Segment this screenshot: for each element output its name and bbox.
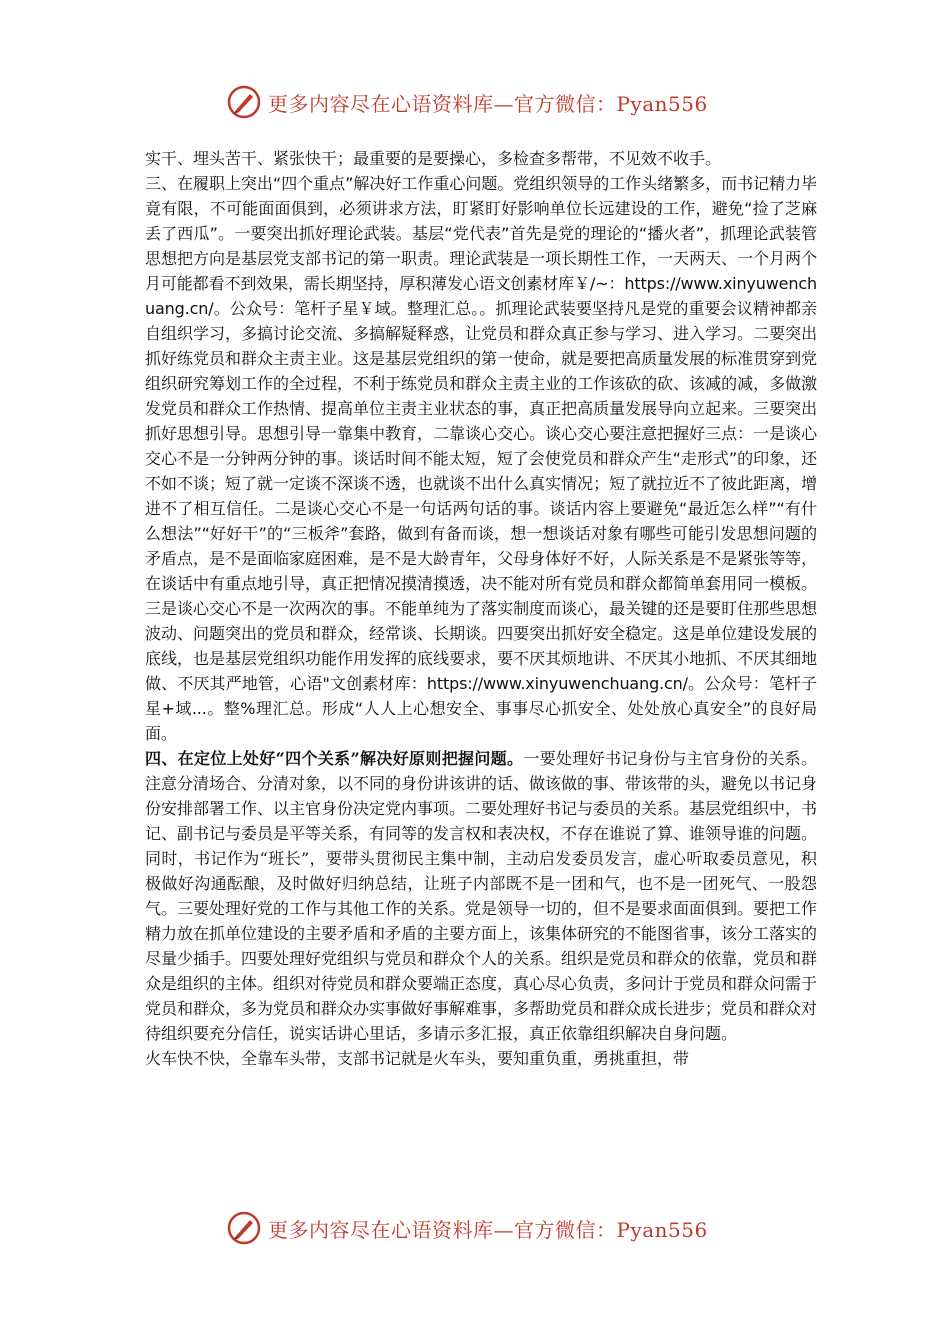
pen-logo-icon: [226, 1210, 262, 1246]
paragraph-4: 火车快不快，全靠车头带，支部书记就是火车头，要知重负重，勇挑重担，带: [145, 1049, 690, 1068]
paragraph-1: 实干、埋头苦干、紧张快干；最重要的是要操心，多检查多帮带，不见效不收手。: [145, 149, 722, 168]
pen-logo-icon: [226, 84, 262, 120]
header-banner-text: 更多内容尽在心语资料库—官方微信：Pyan556: [268, 91, 708, 116]
footer-banner: [226, 1208, 746, 1248]
paragraph-3-heading: 四、在定位上处好“四个关系”解决好原则把握问题。: [145, 749, 524, 768]
header-banner: [226, 82, 746, 122]
footer-banner-text: 更多内容尽在心语资料库—官方微信：Pyan556: [268, 1217, 708, 1242]
paragraph-3-text: 一要处理好书记身份与主官身份的关系。注意分清场合、分清对象，以不同的身份讲该讲的话、做该做的事、带该带的头，避免以书记身份安排部署工作、以主官身份决定党内事项。二要处理好书记与委员的关系。基层党组织中，书记、副书记与委员是平等关系，有同等的发言权和表决权，不存在谁说了算、谁领导谁的问题。同时，书记作为“班长”，要带头贯彻民主集中制，主动启发委员发言，虚心听取委员意见，积极做好沟通酝酿，及时做好归纳总结，让班子内部既不是一团和气，也不是一团死气、一股怨气。三要处理好党的工作与其他工作的关系。党是领导一切的，但不是要求面面俱到。要把工作精力放在抓单位建设的主要矛盾和矛盾的主要方面上，该集体研究的不能图省事，该分工落实的尽量少插手。四要处理好党组织与党员和群众个人的关系。组织是党员和群众的依靠，党员和群众是组织的主体。组织对待党员和群众要端正态度，真心尽心负责，多问计于党员和群众问需于党员和群众，多为党员和群众办实事做好事解难事，多帮助党员和群众成长进步；党员和群众对待组织要充分信任，说实话讲心里话，多请示多汇报，真正依靠组织解决自身问题。: [145, 749, 818, 1043]
paragraph-2: 三、在履职上突出“四个重点”解决好工作重心问题。党组织领导的工作头绪繁多，而书记精力毕竟有限，不可能面面俱到，必须讲求方法，盯紧盯好影响单位长远建设的工作，避免“捡了芝麻丢了西瓜”。一要突出抓好理论武装。基层“党代表”首先是党的理论的“播火者”，抓理论武装管思想把方向是基层党支部书记的第一职责。理论武装是一项长期性工作，一天两天、一个月两个月可能都看不到效果，需长期坚持，厚积薄发心语文创素材库￥/~：https://www.xinyuwenchuang.cn/。公众号：笔杆子星￥域。整理汇总。。抓理论武装要坚持凡是党的重要会议精神都亲自组织学习，多搞讨论交流、多搞解疑释惑，让党员和群众真正参与学习、进入学习。二要突出抓好练党员和群众主责主业。这是基层党组织的第一使命，就是要把高质量发展的标准贯穿到党组织研究筹划工作的全过程，不利于练党员和群众主责主业的工作该砍的砍、该减的减，多做激发党员和群众工作热情、提高单位主责主业状态的事，真正把高质量发展导向立起来。三要突出抓好思想引导。思想引导一靠集中教育，二靠谈心交心。谈心交心要注意把握好三点：一是谈心交心不是一分钟两分钟的事。谈话时间不能太短，短了会使党员和群众产生“走形式”的印象，还不如不谈；短了就一定谈不深谈不透，也就谈不出什么真实情况；短了就拉近不了彼此距离，增进不了相互信任。二是谈心交心不是一句话两句话的事。谈话内容上要避免“最近怎么样”“有什么想法”“好好干”的“三板斧”套路，做到有备而谈，想一想谈话对象有哪些可能引发思想问题的矛盾点，是不是面临家庭困难，是不是大龄青年，父母身体好不好，人际关系是不是紧张等等，在谈话中有重点地引导，真正把情况摸清摸透，决不能对所有党员和群众都简单套用同一模板。三是谈心交心不是一次两次的事。不能单纯为了落实制度而谈心，最关键的还是要盯住那些思想波动、问题突出的党员和群众，经常谈、长期谈。四要突出抓好安全稳定。这是单位建设发展的底线，也是基层党组织功能作用发挥的底线要求，要不厌其烦地讲、不厌其小地抓、不厌其细地做、不厌其严地管，心语"文创素材库：https://www.xinyuwenchuang.cn/。公众号：笔杆子星+域...。整%理汇总。形成“人人上心想安全、事事尽心抓安全、处处放心真安全”的良好局面。: [145, 174, 817, 743]
paragraph-3: [145, 746, 817, 1046]
document-body: [145, 146, 817, 1071]
